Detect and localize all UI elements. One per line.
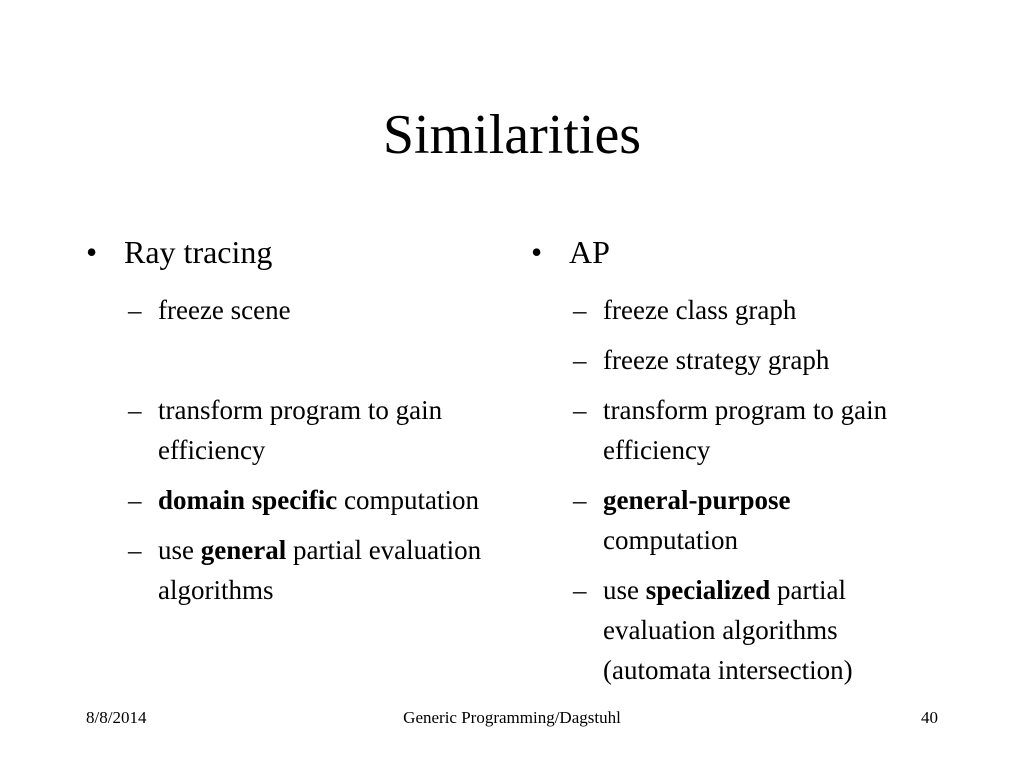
- dash-marker: –: [573, 295, 587, 325]
- list-item-text: freeze class graph: [603, 295, 797, 325]
- bullet-marker: •: [531, 234, 543, 270]
- list-item: [128, 390, 486, 470]
- list-item: [128, 480, 486, 520]
- list-item: [573, 390, 931, 470]
- right-bullet: [531, 232, 931, 272]
- footer-date: 8/8/2014: [86, 708, 147, 727]
- list-item: [573, 480, 931, 560]
- dash-marker: –: [573, 345, 587, 375]
- list-item-text: use general partial evaluation algorithms: [158, 535, 482, 605]
- right-column: [531, 232, 931, 700]
- right-heading: AP: [569, 234, 610, 270]
- right-subitems: [573, 290, 931, 690]
- list-item-text: freeze scene: [158, 295, 291, 325]
- list-item-text: domain specific computation: [158, 485, 479, 515]
- left-column: [86, 232, 486, 620]
- left-subitems: [128, 290, 486, 610]
- dash-marker: –: [128, 485, 142, 515]
- dash-marker: –: [573, 395, 587, 425]
- dash-marker: –: [573, 575, 587, 605]
- dash-marker: –: [128, 395, 142, 425]
- slide-title: Similarities: [382, 104, 642, 166]
- left-bullet: [86, 232, 486, 272]
- dash-marker: –: [573, 485, 587, 515]
- dash-marker: –: [128, 535, 142, 565]
- dash-marker: –: [128, 295, 142, 325]
- list-item: [128, 290, 486, 330]
- list-item: [573, 570, 931, 690]
- footer-title: Generic Programming/Dagstuhl: [403, 708, 621, 727]
- list-item-text: freeze strategy graph: [603, 345, 830, 375]
- list-item-text: transform program to gain efficiency: [603, 395, 888, 465]
- list-item-text: use specialized partial evaluation algorithms (automata intersection): [603, 575, 853, 685]
- list-item-text: general-purpose computation: [603, 485, 791, 555]
- page-number: 40: [921, 708, 938, 727]
- list-item: [573, 340, 931, 380]
- bullet-marker: •: [86, 234, 98, 270]
- left-heading: Ray tracing: [124, 234, 273, 270]
- list-item-text: transform program to gain efficiency: [158, 395, 443, 465]
- list-item: [128, 530, 486, 610]
- list-item: [573, 290, 931, 330]
